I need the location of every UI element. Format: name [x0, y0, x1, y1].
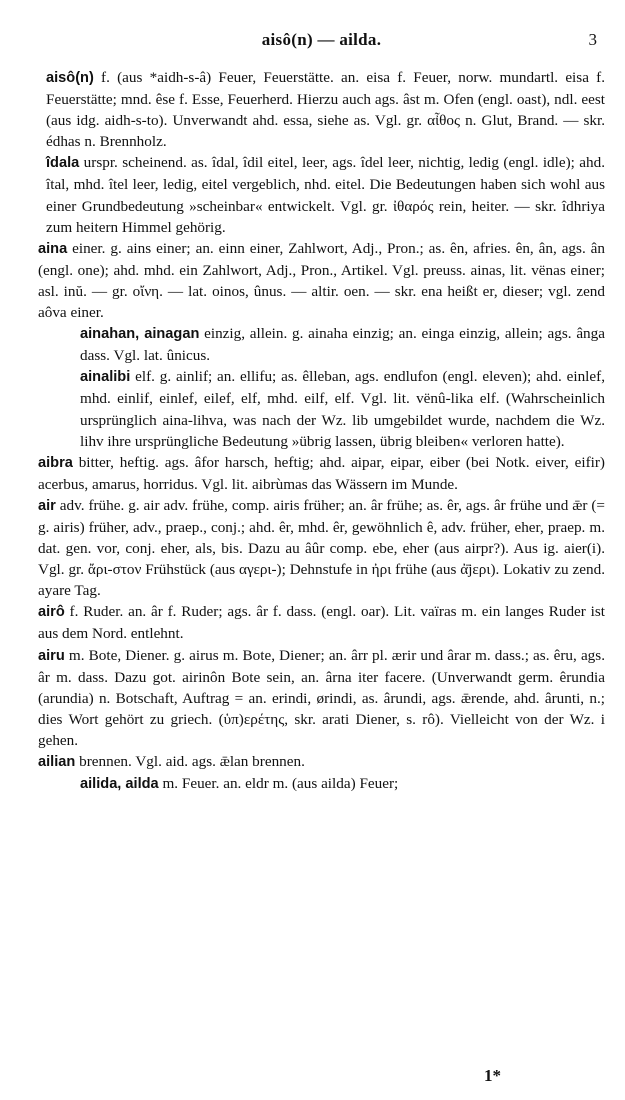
headword: ainahan, ainagan	[80, 326, 200, 343]
entry-ainahan	[38, 323, 605, 366]
entry-air	[38, 495, 605, 601]
entry-ailian	[38, 751, 605, 773]
headword: aisô(n)	[46, 70, 94, 86]
entry-text: m. Feuer. an. eldr m. (aus ailda) Feuer;	[158, 775, 399, 793]
entry-airu	[38, 645, 605, 751]
headword: airô	[38, 604, 65, 621]
entry-airo	[38, 601, 605, 644]
entry-idala	[38, 152, 605, 237]
running-head: aisô(n) — ailda.	[261, 30, 382, 49]
entry-text: einzig, allein. g. ainaha einzig; an. einga einzig, allein; ags. ânga dass. Vgl. lat. ûnicus.	[80, 325, 605, 365]
entry-text: elf. g. ainlif; an. ellifu; as. êlleban, ags. endlufon (engl. eleven); ahd. einlef, mhd. einlif, einlef, eilef, elf, mhd. eilf, elf. Vgl. lit. vënû-lika elf. (Wahrscheinlich ursprünglich aina-lihva, was nach der Wz. lib umgebildet wurde, nachdem die Wz. lihv ihre ursprüngliche Bedeutung »übrig lassen, übrig bleiben« verloren hatte).	[80, 368, 605, 450]
entry-text: brennen. Vgl. aid. ags. ǣlan brennen.	[75, 753, 305, 770]
entry-aina	[38, 238, 605, 323]
entry-aibra	[38, 452, 605, 495]
headword: aina	[38, 240, 68, 257]
entry-text: m. Bote, Diener. g. airus m. Bote, Diener; an. ârr pl. ærir und ârar m. dass.; as. êru, ags. âr m. dass. Dazu got. airinôn Bote sein, an. ârna iter facere. (Unverwandt germ. êrundia (arundia) n. Botschaft, Auftrag = an. erindi, ørindi, as. ârundi, ags. ǣrende, ahd. ârunti, n.; dies Wort gehört zu griech. (ὑπ)ερέτης, skr. arati Diener, s. rô). Vielleicht von der Wz. i gehen.	[38, 646, 605, 749]
entry-text: einer. g. ains einer; an. einn einer, Zahlwort, Adj., Pron.; as. ên, afries. ên, ân, ags. ân (engl. one); ahd. mhd. ein Zahlwort, Adj., Pron., Artikel. Vgl. preuss. ainas, lit. vënas einer; asl. inŭ. — gr. οἴνη. — lat. oinos, ûnus. — altir. oen. — skr. ena heißt er, dieser; vgl. zend aôva einer.	[38, 239, 605, 322]
entry-text: bitter, heftig. ags. âfor harsch, heftig; ahd. aipar, eipar, eiber (bei Notk. eiver, eifir) acerbus, amarus, horridus. Vgl. lit. aibrùmas das Wässern im Munde.	[38, 453, 605, 493]
headword: ailian	[38, 754, 76, 770]
entry-text: urspr. scheinend. as. îdal, îdil eitel, leer, ags. îdel leer, nichtig, ledig (engl. idle); ahd. îtal, mhd. îtel leer, ledig, eitel vergeblich, nhd. eitel. Die Bedeutungen haben sich wohl aus einer Grundbedeutung »scheinbar« entwickelt. Vgl. gr. ἰθαρός rein, heiter. — skr. îdhriya zum heitern Himmel gehörig.	[46, 154, 605, 236]
entry-text: f. Ruder. an. âr f. Ruder; ags. âr f. dass. (engl. oar). Lit. vaïras m. ein langes Ruder ist aus dem Nord. entlehnt.	[38, 603, 605, 643]
entry-ainalibi	[38, 366, 605, 451]
headword: air	[38, 497, 56, 514]
entry-aison	[38, 67, 605, 152]
headword: airu	[38, 647, 65, 664]
page-header	[38, 28, 605, 58]
entries	[38, 67, 605, 795]
entry-ailida	[38, 773, 605, 795]
headword: îdala	[46, 155, 80, 172]
entry-text: adv. frühe. g. air adv. frühe, comp. airis früher; an. âr frühe; as. êr, ags. âr frühe und ǣr (= g. airis) früher, adv., praep., conj.; ahd. êr, mhd. êr, gewöhnlich ê, adv. früher, eher, praep. m. dat. gen. vor, conj. eher, als, bis. Dazu au âûr comp. ebe, eher (aus airpr?). Aus ig. aier(i). Vgl. gr. ἄρι-στον Frühstück (aus αγερι-); Dehnstufe in ἠρι frühe (aus ἀ̄jερι). Lokativ zu zend. ayare Tag.	[38, 496, 605, 600]
headword: ainalibi	[80, 369, 131, 386]
signature-mark: 1*	[484, 1066, 501, 1085]
headword: ailida, ailda	[80, 776, 159, 793]
headword: aibra	[38, 454, 73, 471]
entry-text: f. (aus *aidh-s-â) Feuer, Feuerstätte. an. eisa f. Feuer, norw. mundartl. eisa f. Feuerstätte; mnd. êse f. Esse, Feuerherd. Hierzu auch ags. âst m. Ofen (engl. oast), ndl. eest (aus idg. aidh-s-to). Unverwandt ahd. essa, siehe as. Vgl. gr. αἶθος n. Glut, Brand. — skr. édhas n. Brennholz.	[46, 69, 605, 151]
page-number: 3	[588, 30, 597, 49]
